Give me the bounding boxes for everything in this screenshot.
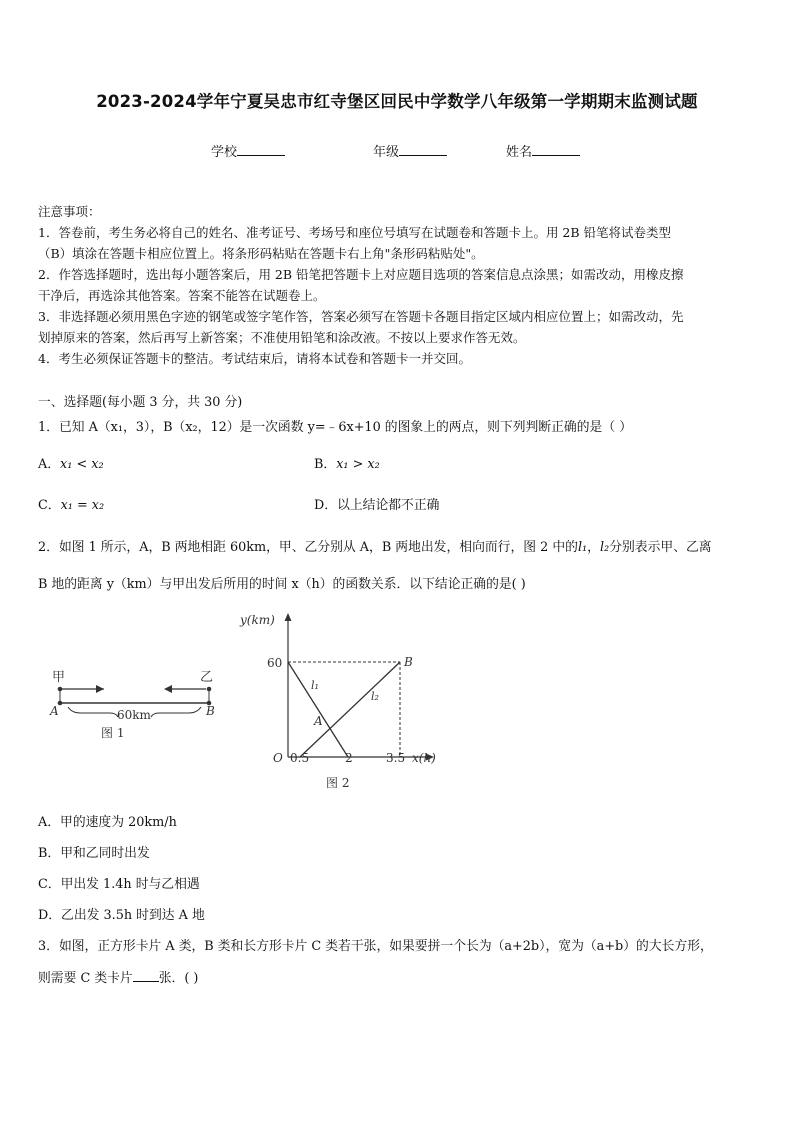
school-field xyxy=(211,141,285,160)
fig2-y60-label: 60 xyxy=(267,656,283,670)
fig2-x05-label: 0.5 xyxy=(290,751,310,765)
fig1-distance-label: 60km xyxy=(117,708,151,722)
fig2-l1-label: l₁ xyxy=(311,679,319,692)
fig2-origin-label: O xyxy=(273,751,283,765)
grade-field xyxy=(373,141,447,160)
fig2-x2-label: 2 xyxy=(345,751,353,765)
page-title: 2023-2024学年宁夏吴忠市红寺堡区回民中学数学八年级第一学期期末监测试题 xyxy=(96,92,698,111)
fig2-y-arrowhead xyxy=(285,613,292,621)
name-field xyxy=(506,141,580,160)
notice-line: 2．作答选择题时，选出每小题答案后，用 2B 铅笔把答题卡上对应题目选项的答案信息点涂黑；如需改动，用橡皮擦 xyxy=(38,267,684,282)
fig1-jia-label: 甲 xyxy=(52,670,66,685)
q1-option-b: B．x₁ > x₂ xyxy=(314,457,380,472)
notice-heading: 注意事项： xyxy=(38,204,101,219)
q2-option-d: D．乙出发 3.5h 时到达 A 地 xyxy=(38,908,205,923)
q1-option-c: C．x₁ = x₂ xyxy=(38,498,105,513)
fig1-brace-left xyxy=(68,707,118,717)
fig1-arrowhead-right xyxy=(96,685,104,693)
name-blank xyxy=(532,142,580,156)
figure-2 xyxy=(230,605,445,795)
question-2-stem-line2: B 地的距离 y（km）与甲出发后所用的时间 x（h）的函数关系．以下结论正确的是( ) xyxy=(38,577,526,592)
name-label: 姓名 xyxy=(506,145,533,160)
notice-block xyxy=(38,201,684,369)
question-3-stem-line2: 则需要 C 类卡片 张．( ) xyxy=(38,971,199,986)
q3-answer-blank xyxy=(133,969,159,982)
fig1-caption: 图 1 xyxy=(101,726,125,740)
fig2-y-axis-label: y(km) xyxy=(240,613,275,627)
question-2-stem-line1: 2．如图 1 所示，A，B 两地相距 60km，甲、乙分别从 A，B 两地出发，相向而行，图 2 中的l₁，l₂分别表示甲、乙离 xyxy=(38,540,712,555)
fig2-x35-label: 3.5 xyxy=(386,751,406,765)
notice-line: （B）填涂在答题卡相应位置上。将条形码粘贴在答题卡右上角"条形码粘贴处"。 xyxy=(38,246,484,261)
q1-option-a: A．x₁ < x₂ xyxy=(38,457,104,472)
fig1-arrowhead-left xyxy=(164,685,172,693)
q2-option-b: B．甲和乙同时出发 xyxy=(38,846,150,861)
notice-line: 划掉原来的答案，然后再写上新答案；不准使用铅笔和涂改液。不按以上要求作答无效。 xyxy=(38,330,526,345)
fig1-brace-right xyxy=(151,707,201,717)
fig1-yi-label: 乙 xyxy=(200,670,214,685)
fig2-point-b-label: B xyxy=(404,655,413,669)
q1-option-d: D．以上结论都不正确 xyxy=(314,498,440,513)
q2-option-a: A．甲的速度为 20km/h xyxy=(38,815,177,830)
question-3-stem-line1: 3．如图，正方形卡片 A 类，B 类和长方形卡片 C 类若干张，如果要拼一个长为（a+2b），宽为（a+b）的大长方形， xyxy=(38,939,713,954)
grade-blank xyxy=(399,142,447,156)
fig1-b-label: B xyxy=(206,704,215,718)
fig1-a-label: A xyxy=(50,704,59,718)
fig2-line-l1 xyxy=(288,662,348,757)
fig2-caption: 图 2 xyxy=(326,776,350,790)
figure-1 xyxy=(46,665,226,745)
fig2-point-a-label: A xyxy=(314,714,323,728)
notice-line: 干净后，再选涂其他答案。答案不能答在试题卷上。 xyxy=(38,288,326,303)
grade-label: 年级 xyxy=(373,145,400,160)
school-blank xyxy=(237,142,285,156)
school-label: 学校 xyxy=(211,145,238,160)
notice-line: 3．非选择题必须用黑色字迹的钢笔或签字笔作答，答案必须写在答题卡各题目指定区域内相应位置上；如需改动，先 xyxy=(38,309,684,324)
notice-line: 1．答卷前，考生务必将自己的姓名、准考证号、考场号和座位号填写在试题卷和答题卡上。用 2B 铅笔将试卷类型 xyxy=(38,225,672,240)
fig2-l2-label: l₂ xyxy=(371,690,379,703)
q2-option-c: C．甲出发 1.4h 时与乙相遇 xyxy=(38,877,200,892)
question-1-stem: 1．已知 A（x₁，3），B（x₂，12）是一次函数 y=﹣6x+10 的图象上的两点，则下列判断正确的是（ ） xyxy=(38,420,632,435)
fig2-x-axis-label: x(h) xyxy=(412,751,436,765)
fig2-line-l2 xyxy=(300,662,400,757)
notice-line: 4．考生必须保证答题卡的整洁。考试结束后，请将本试卷和答题卡一并交回。 xyxy=(38,351,471,366)
section-heading: 一、选择题(每小题 3 分，共 30 分) xyxy=(38,395,243,410)
